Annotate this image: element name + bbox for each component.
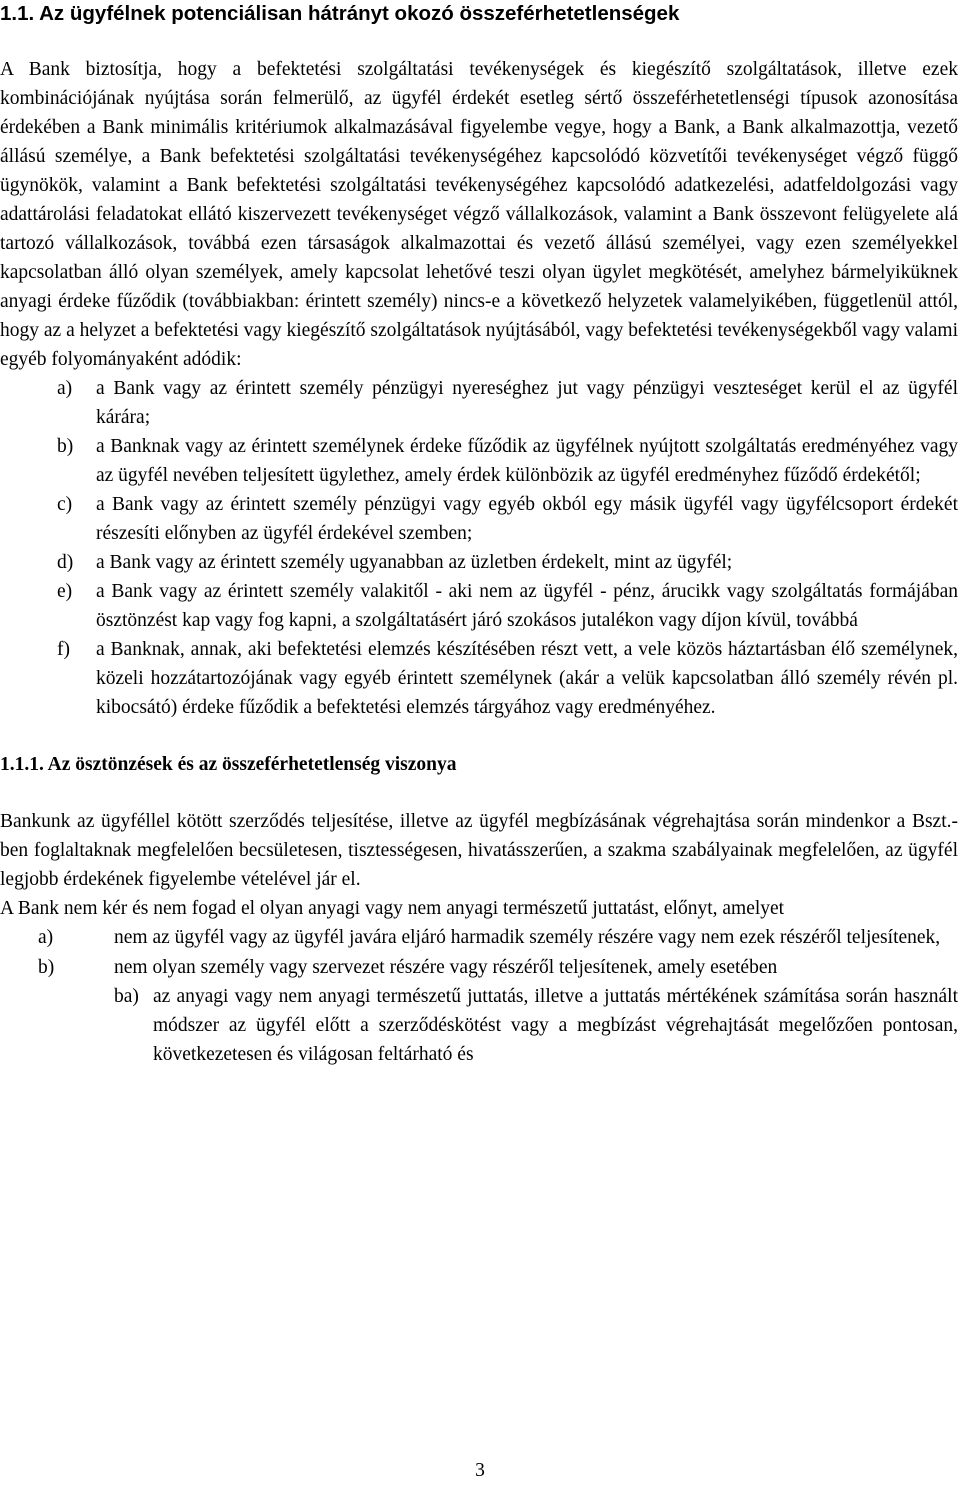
list-marker: ba) bbox=[114, 986, 139, 1007]
list-marker: a) bbox=[57, 378, 73, 399]
list-item bbox=[0, 982, 958, 1069]
list-item bbox=[0, 577, 958, 635]
list-item-text: nem olyan személy vagy szervezet részére vagy részéről teljesítenek, amely esetében bbox=[114, 957, 778, 978]
list-item-text: a Bank vagy az érintett személy valakitől - aki nem az ügyfél - pénz, árucikk vagy szolgáltatás formájában ösztönzést kap vagy fog kapni, a szolgáltatásért járó szokásos jutalékon vagy díjon kívül, továbbá bbox=[96, 581, 958, 631]
conflict-list bbox=[0, 374, 958, 722]
list-marker: f) bbox=[57, 639, 70, 660]
list-marker: b) bbox=[57, 436, 74, 457]
subsection-paragraph-2: A Bank nem kér és nem fogad el olyan anyagi vagy nem anyagi természetű juttatást, előnyt, amelyet bbox=[0, 898, 785, 919]
list-marker: d) bbox=[57, 552, 74, 573]
list-item-text: a Bank vagy az érintett személy ugyanabban az üzletben érdekelt, mint az ügyfél; bbox=[96, 552, 733, 573]
list-item-text: a Bank vagy az érintett személy pénzügyi nyereséghez jut vagy pénzügyi veszteséget kerül el az ügyfél kárára; bbox=[96, 378, 958, 428]
list-item bbox=[0, 953, 958, 982]
list-marker: b) bbox=[38, 957, 55, 978]
list-item bbox=[0, 923, 958, 952]
list-item-text: a Banknak, annak, aki befektetési elemzés készítésében részt vett, a vele közös háztartásban élő személynek, közeli hozzátartozójának vagy egyéb érintett személynek (akár a velük kapcsolatban álló személy révén pl. kibocsátó) érdeke fűződik a befektetési elemzés tárgyához vagy eredményéhez. bbox=[96, 639, 958, 718]
list-item bbox=[0, 490, 958, 548]
list-item-text: az anyagi vagy nem anyagi természetű juttatás, illetve a juttatás mértékének számítása során használt módszer az ügyfél előtt a szerződéskötést vagy a megbízást végrehajtását megelőzően pontosan, következetesen és világosan feltárható és bbox=[153, 986, 958, 1065]
list-marker: e) bbox=[57, 581, 73, 602]
section-intro-paragraph: A Bank biztosítja, hogy a befektetési szolgáltatási tevékenységek és kiegészítő szolgáltatások, illetve ezek kombinációjának nyújtása során felmerülő, az ügyfél érdekét esetleg sértő összeférhetetlenségi típusok azonosítása érdekében a Bank minimális kritériumok alkalmazásával figyelembe vegye, hogy a Bank, a Bank alkalmazottja, vezető állású személye, a Bank befektetési szolgáltatási tevékenységéhez kapcsolódó közvetítői tevékenységet végző függő ügynökök, valamint a Bank befektetési szolgáltatási tevékenységéhez kapcsolódó adatkezelési, adatfeldolgozási vagy adattárolási feladatokat ellátó kiszervezett tevékenységet végző vállalkozások, valamint a Bank összevont felügyelete alá tartozó vállalkozások, továbbá ezen társaságok alkalmazottai és vezető állású személyei, vagy ezen személyekkel kapcsolatban álló olyan személyek, amely kapcsolat lehetővé teszi olyan ügylet megkötését, amelyhez bármelyiküknek anyagi érdeke fűződik (továbbiakban: érintett személy) nincs-e a következő helyzetek valamelyikében, függetlenül attól, hogy az a helyzet a befektetési vagy kiegészítő szolgáltatások nyújtásából, vagy befektetési tevékenységekből vagy valami egyéb folyományaként adódik: bbox=[0, 59, 958, 370]
incentive-list bbox=[0, 923, 958, 982]
list-item bbox=[0, 432, 958, 490]
subsection-paragraph-1: Bankunk az ügyféllel kötött szerződés teljesítése, illetve az ügyfél megbízásának végrehajtása során mindenkor a Bszt.-ben foglaltaknak megfelelően becsületesen, tisztességesen, hivatásszerűen, a szakma szabályainak megfelelően, az ügyfél legjobb érdekének figyelembe vételével jár el. bbox=[0, 811, 958, 890]
list-marker: c) bbox=[57, 494, 73, 515]
list-item-text: nem az ügyfél vagy az ügyfél javára eljáró harmadik személy részére vagy nem ezek részéről teljesítenek, bbox=[114, 927, 941, 948]
subsection-title: 1.1.1. Az ösztönzések és az összeférhetetlenség viszonya bbox=[0, 754, 457, 775]
page-number: 3 bbox=[475, 1460, 485, 1481]
section-title: 1.1. Az ügyfélnek potenciálisan hátrányt okozó összeférhetetlenségek bbox=[0, 2, 680, 25]
list-item-text: a Bank vagy az érintett személy pénzügyi vagy egyéb okból egy másik ügyfél vagy ügyfélcsoport érdekét részesíti előnyben az ügyfél érdekével szemben; bbox=[96, 494, 958, 544]
list-item bbox=[0, 548, 958, 577]
incentive-sublist bbox=[0, 982, 958, 1069]
list-marker: a) bbox=[38, 927, 54, 948]
list-item bbox=[0, 374, 958, 432]
list-item-text: a Banknak vagy az érintett személynek érdeke fűződik az ügyfélnek nyújtott szolgáltatás eredményéhez vagy az ügyfél nevében teljesített ügylethez, amely érdek különbözik az ügyfél eredményhez fűződő érdekétől; bbox=[96, 436, 958, 486]
list-item bbox=[0, 635, 958, 722]
